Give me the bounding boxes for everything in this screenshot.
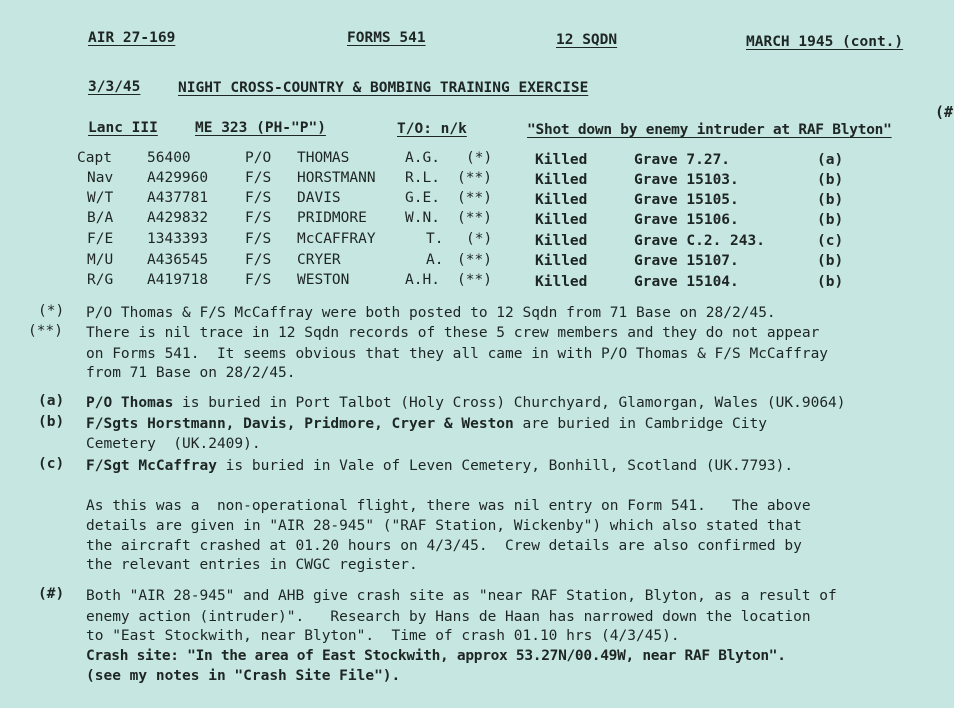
note-a-name: P/O Thomas <box>86 395 174 411</box>
crew-role: R/G <box>87 272 114 288</box>
hash-marker: (# <box>935 103 954 121</box>
crew-surname: WESTON <box>297 272 350 288</box>
aircraft-takeoff: T/O: n/k <box>397 121 467 137</box>
note-a-mark: (a) <box>38 393 65 409</box>
crew-surname: McCAFFRAY <box>297 231 376 247</box>
doc-squadron: 12 SQDN <box>556 32 618 48</box>
note-c-text <box>86 456 793 476</box>
crew-number: A437781 <box>147 190 209 206</box>
note-a-body: is buried in Port Talbot (Holy Cross) Churchyard, Glamorgan, Wales (UK.9064) <box>173 395 846 411</box>
exercise-date: 3/3/45 <box>88 79 141 95</box>
crew-surname: CRYER <box>297 252 341 268</box>
crew-note: (b) <box>817 172 844 188</box>
crew-surname: THOMAS <box>297 150 350 166</box>
crew-grave: Grave 15105. <box>634 192 739 208</box>
crew-mark: (**) <box>457 190 492 206</box>
crew-role: M/U <box>87 252 114 268</box>
crew-number: A419718 <box>147 272 209 288</box>
crew-grave: Grave 15103. <box>634 172 739 188</box>
doc-date: MARCH 1945 (cont.) <box>746 34 904 50</box>
crew-rank: F/S <box>245 190 272 206</box>
op-line: the aircraft crashed at 01.20 hours on 4/3/45. Crew details are also confirmed by <box>86 538 802 554</box>
note-c-body: is buried in Vale of Leven Cemetery, Bonhill, Scotland (UK.7793). <box>216 458 794 474</box>
crew-status: Killed <box>535 274 588 290</box>
note-dstar-mark: (**) <box>28 323 63 339</box>
crew-role: F/E <box>87 231 114 247</box>
crew-grave: Grave C.2. 243. <box>634 233 765 249</box>
crew-number: A436545 <box>147 252 209 268</box>
crew-role: W/T <box>87 190 114 206</box>
crew-mark: (**) <box>457 170 492 186</box>
exercise-title: NIGHT CROSS-COUNTRY & BOMBING TRAINING EXERCISE <box>178 80 589 96</box>
crew-status: Killed <box>535 172 588 188</box>
hash-line: to "East Stockwith, near Blyton". Time of crash 01.10 hrs (4/3/45). <box>86 628 680 644</box>
crew-note: (b) <box>817 212 844 228</box>
crew-surname: HORSTMANN <box>297 170 376 186</box>
crew-grave: Grave 15104. <box>634 274 739 290</box>
note-b-body: are buried in Cambridge City <box>513 416 767 432</box>
crew-role: Nav <box>87 170 114 186</box>
op-line: the relevant entries in CWGC register. <box>86 557 418 573</box>
note-c-mark: (c) <box>38 456 65 472</box>
crew-status: Killed <box>535 233 588 249</box>
op-line: details are given in "AIR 28-945" ("RAF Station, Wickenby") which also stated that <box>86 518 802 534</box>
op-line: As this was a non-operational flight, there was nil entry on Form 541. The above <box>86 498 811 514</box>
crew-rank: F/S <box>245 272 272 288</box>
crew-surname: DAVIS <box>297 190 341 206</box>
aircraft-serial: ME 323 (PH-"P") <box>195 120 326 136</box>
aircraft-fate: "Shot down by enemy intruder at RAF Blyton" <box>527 122 892 138</box>
crew-mark: (*) <box>466 231 493 247</box>
crew-rank: F/S <box>245 252 272 268</box>
note-a-text <box>86 393 846 413</box>
crew-note: (a) <box>817 152 844 168</box>
crew-number: 1343393 <box>147 231 209 247</box>
crew-mark: (*) <box>466 150 493 166</box>
note-b-text <box>86 414 767 434</box>
crew-number: A429832 <box>147 210 209 226</box>
crew-grave: Grave 7.27. <box>634 152 731 168</box>
note-b-names: F/Sgts Horstmann, Davis, Pridmore, Cryer & Weston <box>86 416 514 432</box>
note-b-mark: (b) <box>38 414 65 430</box>
note-hash-mark: (#) <box>38 586 65 602</box>
crew-grave: Grave 15107. <box>634 253 739 269</box>
crew-grave: Grave 15106. <box>634 212 739 228</box>
note-dstar-line: from 71 Base on 28/2/45. <box>86 365 296 381</box>
crash-site-line: Crash site: "In the area of East Stockwith, approx 53.27N/00.49W, near RAF Blyton". <box>86 648 786 664</box>
crew-status: Killed <box>535 212 588 228</box>
crew-initials: W.N. <box>405 210 440 226</box>
crew-rank: P/O <box>245 150 272 166</box>
crew-mark: (**) <box>457 210 492 226</box>
crew-note: (b) <box>817 274 844 290</box>
doc-reference: AIR 27-169 <box>88 30 176 46</box>
note-dstar-line: There is nil trace in 12 Sqdn records of these 5 crew members and they do not appear <box>86 325 820 341</box>
note-star-text: P/O Thomas & F/S McCaffray were both posted to 12 Sqdn from 71 Base on 28/2/45. <box>86 305 776 321</box>
crew-initials: R.L. <box>405 170 440 186</box>
crew-initials: A.G. <box>405 150 440 166</box>
aircraft-type: Lanc III <box>88 120 158 136</box>
crew-note: (b) <box>817 192 844 208</box>
note-c-name: F/Sgt McCaffray <box>86 458 217 474</box>
crew-rank: F/S <box>245 231 272 247</box>
crew-note: (b) <box>817 253 844 269</box>
note-dstar-line: on Forms 541. It seems obvious that they all came in with P/O Thomas & F/S McCaffray <box>86 346 829 362</box>
hash-line: enemy action (intruder)". Research by Hans de Haan has narrowed down the location <box>86 609 811 625</box>
crew-rank: F/S <box>245 210 272 226</box>
hash-line: Both "AIR 28-945" and AHB give crash site as "near RAF Station, Blyton, as a result of <box>86 588 837 604</box>
crew-status: Killed <box>535 152 588 168</box>
crew-initials: A.H. <box>405 272 440 288</box>
crash-site-file-line: (see my notes in "Crash Site File"). <box>86 668 401 684</box>
crew-status: Killed <box>535 253 588 269</box>
doc-form: FORMS 541 <box>347 30 426 46</box>
crew-mark: (**) <box>457 272 492 288</box>
crew-role: Capt <box>77 150 112 166</box>
crew-mark: (**) <box>457 252 492 268</box>
crew-status: Killed <box>535 192 588 208</box>
crew-number: 56400 <box>147 150 191 166</box>
crew-surname: PRIDMORE <box>297 210 367 226</box>
note-star-mark: (*) <box>38 303 65 319</box>
crew-role: B/A <box>87 210 114 226</box>
crew-rank: F/S <box>245 170 272 186</box>
crew-initials: A. <box>426 252 444 268</box>
crew-initials: G.E. <box>405 190 440 206</box>
crew-note: (c) <box>817 233 844 249</box>
note-b-line: Cemetery (UK.2409). <box>86 436 261 452</box>
crew-number: A429960 <box>147 170 209 186</box>
crew-initials: T. <box>426 231 444 247</box>
